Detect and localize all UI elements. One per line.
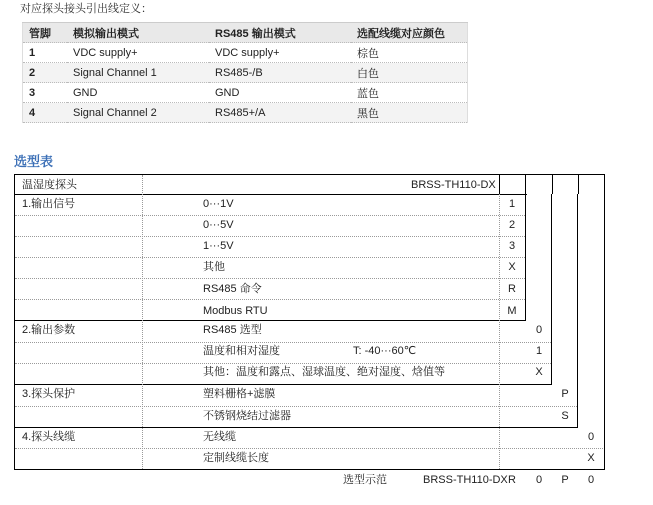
row-separator xyxy=(15,406,577,407)
header-label: 温湿度探头 xyxy=(22,179,77,191)
row-separator xyxy=(15,257,525,258)
model-code: BRSS-TH110-DX xyxy=(411,179,496,191)
chart-right-border xyxy=(604,174,605,470)
option-code: X xyxy=(508,261,516,273)
row-separator xyxy=(15,363,551,364)
rs485-mode: GND xyxy=(209,83,351,103)
header-rs485: RS485 输出模式 xyxy=(209,23,351,43)
example-label: 选型示范 xyxy=(343,474,387,486)
column-line xyxy=(499,174,500,194)
row-separator xyxy=(15,448,603,449)
option-code: M xyxy=(507,305,517,317)
option-code: X xyxy=(535,366,543,378)
option-code: S xyxy=(561,410,569,422)
wire-color: 棕色 xyxy=(351,43,468,63)
column-line xyxy=(525,174,526,321)
group-divider xyxy=(14,427,578,428)
option-code: 2 xyxy=(508,219,516,231)
option-label: RS485 选型 xyxy=(203,324,262,336)
option-label: 无线缆 xyxy=(203,431,236,443)
option-label: 0···5V xyxy=(203,219,234,231)
label-column-divider xyxy=(142,175,143,469)
option-code: X xyxy=(587,452,595,464)
pin-number: 3 xyxy=(23,83,68,103)
row-separator xyxy=(15,236,525,237)
option-label: RS485 命令 xyxy=(203,283,262,295)
header-color: 选配线缆对应颜色 xyxy=(351,23,468,43)
wire-color: 黑色 xyxy=(351,103,468,123)
wire-color: 蓝色 xyxy=(351,83,468,103)
analog-mode: GND xyxy=(67,83,209,103)
column-line xyxy=(578,174,579,194)
option-code: 0 xyxy=(587,431,595,443)
row-separator xyxy=(15,342,551,343)
option-label: Modbus RTU xyxy=(203,305,268,317)
option-label: 塑料栅格+滤膜 xyxy=(203,388,276,400)
group-name: 1.输出信号 xyxy=(22,198,76,210)
group-name: 2.输出参数 xyxy=(22,324,76,336)
selection-title: 选型表 xyxy=(14,154,54,169)
header-divider xyxy=(14,194,527,195)
option-code: 1 xyxy=(535,345,543,357)
column-line xyxy=(551,194,552,385)
option-label: 1···5V xyxy=(203,240,234,252)
chart-bottom-border xyxy=(14,469,605,470)
row-separator xyxy=(15,278,525,279)
row-separator xyxy=(15,215,525,216)
analog-mode: VDC supply+ xyxy=(67,43,209,63)
pin-number: 4 xyxy=(23,103,68,123)
option-label: 0···1V xyxy=(203,198,234,210)
group-name: 3.探头保护 xyxy=(22,388,76,400)
option-label: 其他 xyxy=(203,261,225,273)
option-code: 0 xyxy=(535,324,543,336)
chart-top-border xyxy=(14,174,605,175)
example-code-4: 0 xyxy=(587,474,595,486)
rs485-mode: VDC supply+ xyxy=(209,43,351,63)
example-code-3: P xyxy=(561,474,569,486)
rs485-mode: RS485+/A xyxy=(209,103,351,123)
example-model: BRSS-TH110-DX xyxy=(423,474,508,486)
intro-text: 对应探头接头引出线定义： xyxy=(20,3,152,15)
option-code: R xyxy=(508,283,516,295)
option-label: 定制线缆长度 xyxy=(203,452,269,464)
column-line xyxy=(552,174,553,194)
wire-color: 白色 xyxy=(351,63,468,83)
option-code: 3 xyxy=(508,240,516,252)
column-line xyxy=(577,194,578,428)
header-analog: 模拟输出模式 xyxy=(67,23,209,43)
option-extra: T: -40···60℃ xyxy=(353,345,417,357)
pin-number: 2 xyxy=(23,63,68,83)
pin-number: 1 xyxy=(23,43,68,63)
row-separator xyxy=(15,299,525,300)
chart-left-border xyxy=(14,174,15,470)
option-code: P xyxy=(561,388,569,400)
header-pin: 管脚 xyxy=(23,23,68,43)
example-code-2: 0 xyxy=(535,474,543,486)
group-name: 4.探头线缆 xyxy=(22,431,76,443)
analog-mode: Signal Channel 1 xyxy=(67,63,209,83)
rs485-mode: RS485-/B xyxy=(209,63,351,83)
option-label: 其他：温度和露点、湿球温度、绝对湿度、焓值等 xyxy=(203,366,445,378)
option-code: 1 xyxy=(508,198,516,210)
option-label: 不锈钢烧结过滤器 xyxy=(203,410,291,422)
example-code-1: R xyxy=(508,474,516,486)
group-divider xyxy=(14,320,526,321)
option-label: 温度和相对湿度 xyxy=(203,345,280,357)
group-divider xyxy=(14,384,552,385)
analog-mode: Signal Channel 2 xyxy=(67,103,209,123)
